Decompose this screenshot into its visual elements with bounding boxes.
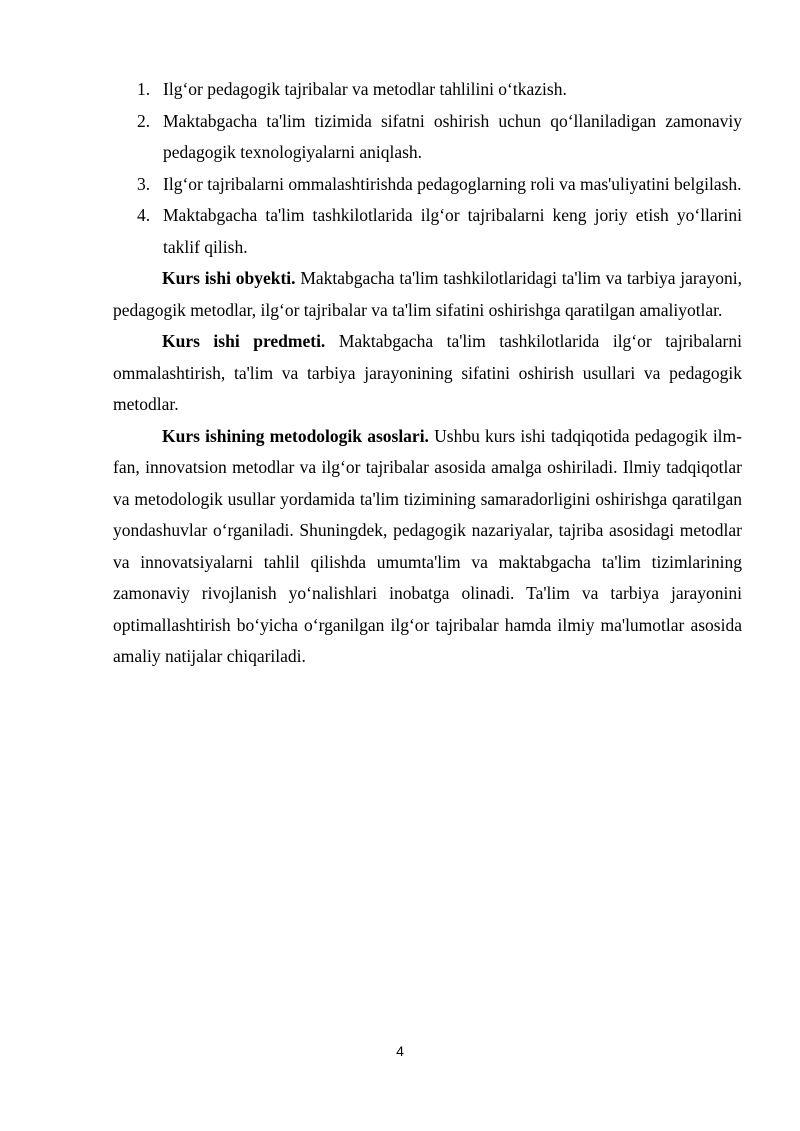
list-item-text: Maktabgacha ta'lim tizimida sifatni oshirish uchun qo‘llaniladigan zamonaviy pedagogik texnologiyalarni aniqlash. xyxy=(163,110,742,162)
list-item-number: 2. xyxy=(137,110,151,131)
objectives-list xyxy=(113,74,742,263)
object-text: Maktabgacha ta'lim tashkilotlaridagi ta'lim va tarbiya jarayoni, pedagogik metodlar, ilg‘or tajribalar va ta'lim sifatini oshirishga qaratilgan amaliyotlar. xyxy=(113,268,742,320)
list-item-number: 1. xyxy=(137,79,151,99)
methodology-text: Ushbu kurs ishi tadqiqotida pedagogik ilm-fan, innovatsion metodlar va ilg‘or tajribalar asosida amalga oshiriladi. Ilmiy tadqiqotlar va metodologik usullar yordamida ta'lim tizimining samaradorligini oshirishga qaratilgan yondashuvlar o‘rganiladi. Shuningdek, pedagogik nazariyalar, tajriba asosidagi metodlar va innovatsiyalarni tahlil qilishda umumta'lim va maktabgacha ta'lim tizimlarining zamonaviy rivojlanish yo‘nalishlari inobatga olinadi. Ta'lim va tarbiya jarayonini optimallashtirish bo‘yicha o‘rganilgan ilg‘or tajribalar hamda ilmiy ma'lumotlar asosida amaliy natijalar chiqariladi. xyxy=(113,425,742,666)
list-item-text: Ilg‘or pedagogik tajribalar va metodlar tahlilini o‘tkazish. xyxy=(163,79,567,99)
subject-paragraph xyxy=(113,326,742,421)
methodology-heading: Kurs ishining metodologik asoslari. xyxy=(162,425,429,446)
subject-heading: Kurs ishi predmeti. xyxy=(162,331,326,351)
object-heading: Kurs ishi obyekti. xyxy=(162,268,296,288)
document-page xyxy=(113,74,742,673)
subject-text: Maktabgacha ta'lim tashkilotlarida ilg‘or tajribalarni ommalashtirish, ta'lim va tarbiya jarayonining sifatini oshirish usullari va pedagogik metodlar. xyxy=(113,331,742,414)
methodology-paragraph xyxy=(113,421,742,673)
object-paragraph xyxy=(113,263,742,326)
list-item xyxy=(113,169,742,201)
list-item-number: 3. xyxy=(137,173,151,194)
list-item-number: 4. xyxy=(137,205,151,225)
list-item xyxy=(113,106,742,169)
page-number: 4 xyxy=(396,1043,404,1059)
list-item-text: Maktabgacha ta'lim tashkilotlarida ilg‘or tajribalarni keng joriy etish yo‘llarini taklif qilish. xyxy=(163,205,742,257)
list-item-text: Ilg‘or tajribalarni ommalashtirishda pedagoglarning roli va mas'uliyatini belgilash. xyxy=(163,173,742,194)
list-item xyxy=(113,200,742,263)
list-item xyxy=(113,74,742,106)
